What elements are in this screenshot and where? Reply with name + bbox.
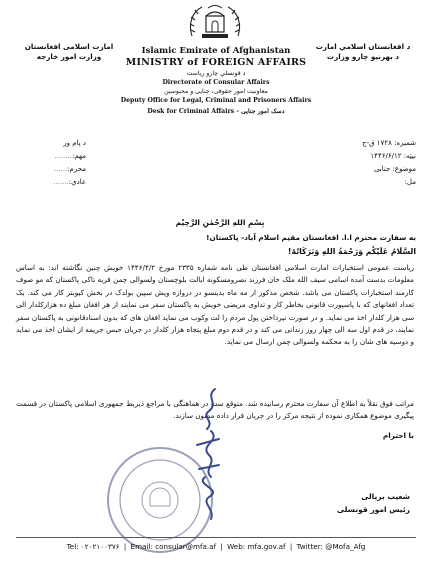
footer-contacts: Tel: ۰۲۰۲۱۰۰۳۷۶ | Email: consular@mfa.af | Web: mfa.gov.af | Twitter: @Mofa_Afg	[66, 542, 366, 551]
meta-subject-row	[276, 163, 416, 176]
meta-date-row	[276, 150, 416, 163]
priority-normal: عادي:.......	[53, 178, 86, 186]
header-emirate-dari: امارت اسلامی افغانستان	[24, 42, 114, 51]
body-paragraph-2: مراتب فوق نقلاً به اطلاع آن سفارت محترم رسانیده شد. متوقع ست در هماهنگی با مراجع ذیربط جمهوری اسلامی پاکستان در قسمت پیگیری موضوع همکاری نموده از نتیجه مرکز را در جریان قرار داده ممنون سازند.	[16, 399, 414, 421]
signatory-name: شعیب بریالی	[361, 492, 410, 501]
priority-confidential: محرم:......	[53, 165, 86, 173]
emirate-emblem-icon	[184, 2, 246, 42]
meta-date-label: نیټه:	[403, 152, 416, 160]
header-ministry-dari-name: وزارت امور خارجه	[36, 52, 102, 61]
desk-label: Desk for Criminal Affairs - دسک امور جنایی	[147, 108, 285, 115]
meta-subject-label: موضوع:	[392, 165, 416, 173]
deputy-office-en: Deputy Office for Legal, Criminal and Prisoners Affairs	[120, 97, 312, 104]
footer-email[interactable]: Email: consular@mfa.af	[130, 542, 217, 551]
priority-fields	[16, 137, 86, 189]
header-ministry-dari	[14, 42, 124, 62]
header-ministry-ps: د بهرنیو چارو وزارت	[326, 52, 400, 61]
greeting: السَّلَامُ عَلَيْكُم وَرَحْمَةُ اللهِ وَبَرَكَاتُهُ!	[287, 247, 416, 256]
handwritten-signature-icon	[175, 385, 245, 525]
meta-number-label: شمیره:	[394, 139, 416, 147]
header-ministry-pashto	[308, 42, 418, 62]
priority-heading: د پام ور	[63, 139, 86, 147]
basmala: بِسْمِ اللهِ الرَّحْمٰنِ الرَّحِیْم	[175, 218, 265, 227]
signatory-title: رئیس امور قونسلی	[337, 505, 410, 514]
directorate-en: Directorate of Consular Affairs	[162, 79, 270, 86]
addressee: به سفارت محترم ا.ا. افغانستان مقیم اسلام آباد- پاکستان!	[206, 233, 416, 242]
footer-web[interactable]: Web: mfa.gov.af	[227, 542, 286, 551]
letter-meta	[276, 137, 416, 189]
footer-tel: Tel: ۰۲۰۲۱۰۰۳۷۶	[66, 542, 120, 551]
meta-date-value: ۱۴۴۶/۶/۱۲	[370, 152, 402, 160]
footer-twitter[interactable]: Twitter: @Mofa_Afg	[296, 542, 366, 551]
header-center	[110, 46, 322, 116]
meta-number-value: ۱۷۲۸ ق-ج	[362, 139, 392, 147]
meta-attach-label: مل:	[404, 178, 416, 186]
footer-divider	[16, 537, 416, 538]
deputy-office-ps: معاونیت امور حقوقی، جنایی و محبوسین	[164, 88, 268, 95]
header-emirate-ps: د افغانستان اسلامي امارت	[315, 42, 411, 51]
meta-subject-value: جنایی	[373, 165, 391, 173]
priority-important: مهم:........	[54, 152, 86, 160]
meta-attach-row	[276, 176, 416, 189]
closing-regards: با احترام	[382, 431, 414, 440]
header-ministry-en: MINISTRY of FOREIGN AFFAIRS	[125, 57, 307, 68]
header-emirate-en: Islamic Emirate of Afghanistan	[141, 46, 291, 56]
directorate-ps: د قونسلي چارو ریاست	[186, 70, 246, 77]
body-paragraph-1: ریاست عمومی استخبارات امارت اسلامی افغانستان طی نامه شماره ۲۳۳۵ مورخ ۱۴۴۶/۴/۲ خویش چنین نگاشته اند: به اساس معلومات بدست آمده اسامی سیف الله ملک خان فرزند نصرومسکونه ایالت بلوچستان ولسوالی چمن قریه تاکی پاکستان که مو صوف کارمند استخبارات پاکستان می باشد. شخص مذکور از مه ماه بدینسو در دروازه ویش سپین بولدک در بخش کیوبتر کار می کند. یک تعداد افغانهای که با پاسپورت قانونی بخاطر کار و تداوی مریضی خویش به پاکستان سفر می نمایند از هر افغان مبلغ ده هزارکلدار الی سی هزار کلدار اخذ می نماید. و در صورت نپرداختن پول مردم را لت وکوب می نماید افغان های که بدون اسنادقانونی به پاکستان سفر نمایند، در قدم اول سه الی چهار روز زندانی می کند و در قدم دوم مبلغ پنجاه هزار کلدار در جریان حبس جریمه از ایشان اخذ می نماید و دوسیه های شان را به محکمه ولسوالی چمن ارسال می نماید.	[16, 263, 414, 347]
meta-number-row	[276, 137, 416, 150]
